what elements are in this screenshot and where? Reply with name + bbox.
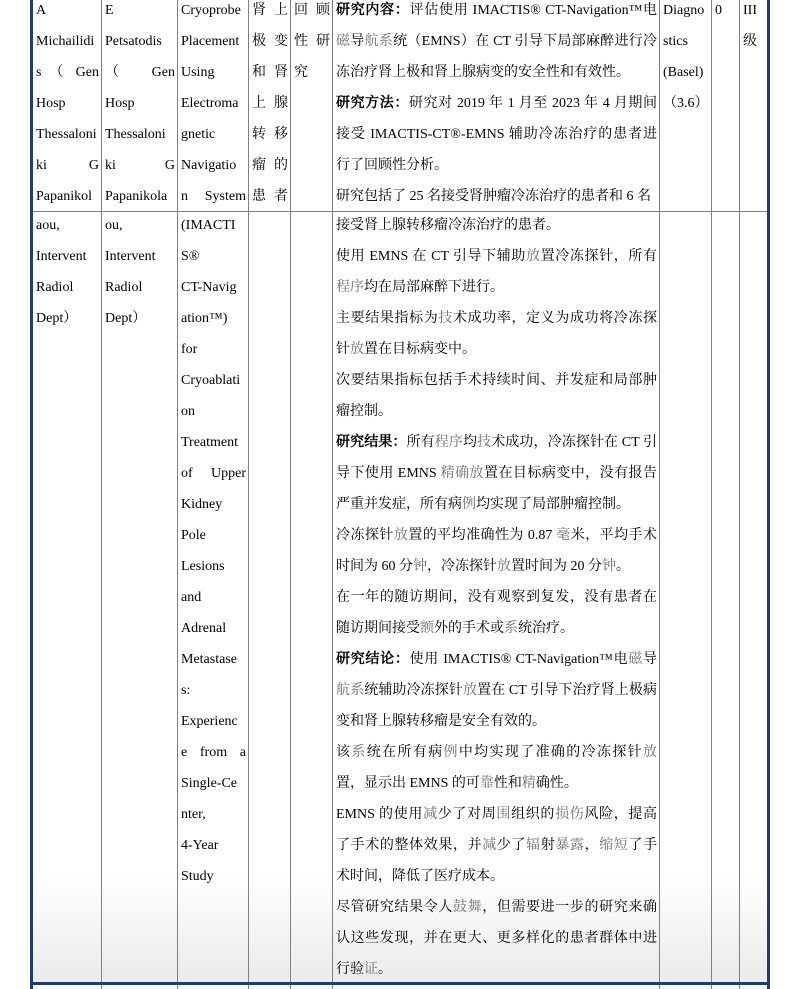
cell-patient-count-empty (712, 212, 739, 982)
cell-author-continued: aou, Intervent Radiol Dept） (33, 212, 101, 982)
cell-evidence-grade: III 级 (740, 0, 767, 211)
cell-co-author: E Petsatodis （ Gen Hosp Thessaloni ki G Papanikola (102, 0, 177, 211)
table-row-next-sliver (33, 985, 767, 989)
cell-study-type-empty (291, 212, 332, 982)
cell-study-title-continued: (IMACTI S® CT-Navig ation™) for Cryoablati on Treatment of Upper Kidney Pole Lesions and Adrenal Metastase s: Experienc e from a Single-Ce nter, 4-Year Study (178, 212, 248, 982)
cell-journal-empty (660, 212, 711, 982)
cell-patient-population: 肾 上 极 变 和 肾 上 腺 转 移 瘤 的 患 者 (249, 0, 290, 211)
patient-count-value: 0 (715, 3, 722, 18)
cell-study-type: 回 顾 性 研 究 (291, 0, 332, 211)
cell-evidence-grade-empty (740, 212, 767, 982)
cell-journal: Diagno stics (Basel) （3.6） (660, 0, 711, 211)
table-row-upper (33, 0, 767, 212)
cell-co-author-continued: ou, Intervent Radiol Dept） (102, 212, 177, 982)
table-row-lower (33, 212, 767, 985)
research-summary-table (30, 0, 770, 989)
cell-study-title: Cryoprobe Placement Using Electroma gnetic Navigatio n System (178, 0, 248, 211)
cell-author: A Michailidi s （ Gen Hosp Thessaloni ki G Papanikol (33, 0, 101, 211)
cell-study-summary-continued: 接受肾上腺转移瘤冷冻治疗的患者。 使用 EMNS 在 CT 引导下辅助放置冷冻探针，所有程序均在局部麻醉下进行。 主要结果指标为技术成功率，定义为成功将冷冻探针放置在目标病变中。 次要结果指标包括手术持续时间、并发症和局部肿瘤控制。 研究结果：所有程序均技术成功，冷冻探针在 CT 引导下使用 EMNS 精确放置在目标病变中，没有报告严重并发症，所有病例均实现了局部肿瘤控制。 冷冻探针放置的平均准确性为 0.87 毫米，平均手术时间为 60 分钟，冷冻探针放置时间为 20 分钟。 在一年的随访期间，没有观察到复发，没有患者在随访期间接受额外的手术或系统治疗。 研究结论：使用 IMACTIS® CT-Navigation™电磁导航系统辅助冷冻探针放置在 CT 引导下治疗肾上极病变和肾上腺转移瘤是安全有效的。 该系统在所有病例中均实现了准确的冷冻探针放置，显示出 EMNS 的可靠性和精确性。 EMNS 的使用减少了对周围组织的损伤风险，提高了手术的整体效果，并减少了辐射暴露，缩短了手术时间，降低了医疗成本。 尽管研究结果令人鼓舞，但需要进一步的研究来确认这些发现，并在更大、更多样化的患者群体中进行验证。 (333, 212, 659, 982)
cell-study-summary: 研究内容：评估使用 IMACTIS® CT-Navigation™电磁导航系统（EMNS）在 CT 引导下局部麻醉进行冷冻治疗肾上极和肾上腺病变的安全性和有效性。 研究方法：研究对 2019 年 1 月至 2023 年 4 月期间接受 IMACTIS-CT®-EMNS 辅助冷冻治疗的患者进行了回顾性分析。 研究包括了 25 名接受肾肿瘤冷冻治疗的患者和 6 名 (333, 0, 659, 211)
cell-patient-population-empty (249, 212, 290, 982)
cell-patient-count (712, 0, 739, 211)
